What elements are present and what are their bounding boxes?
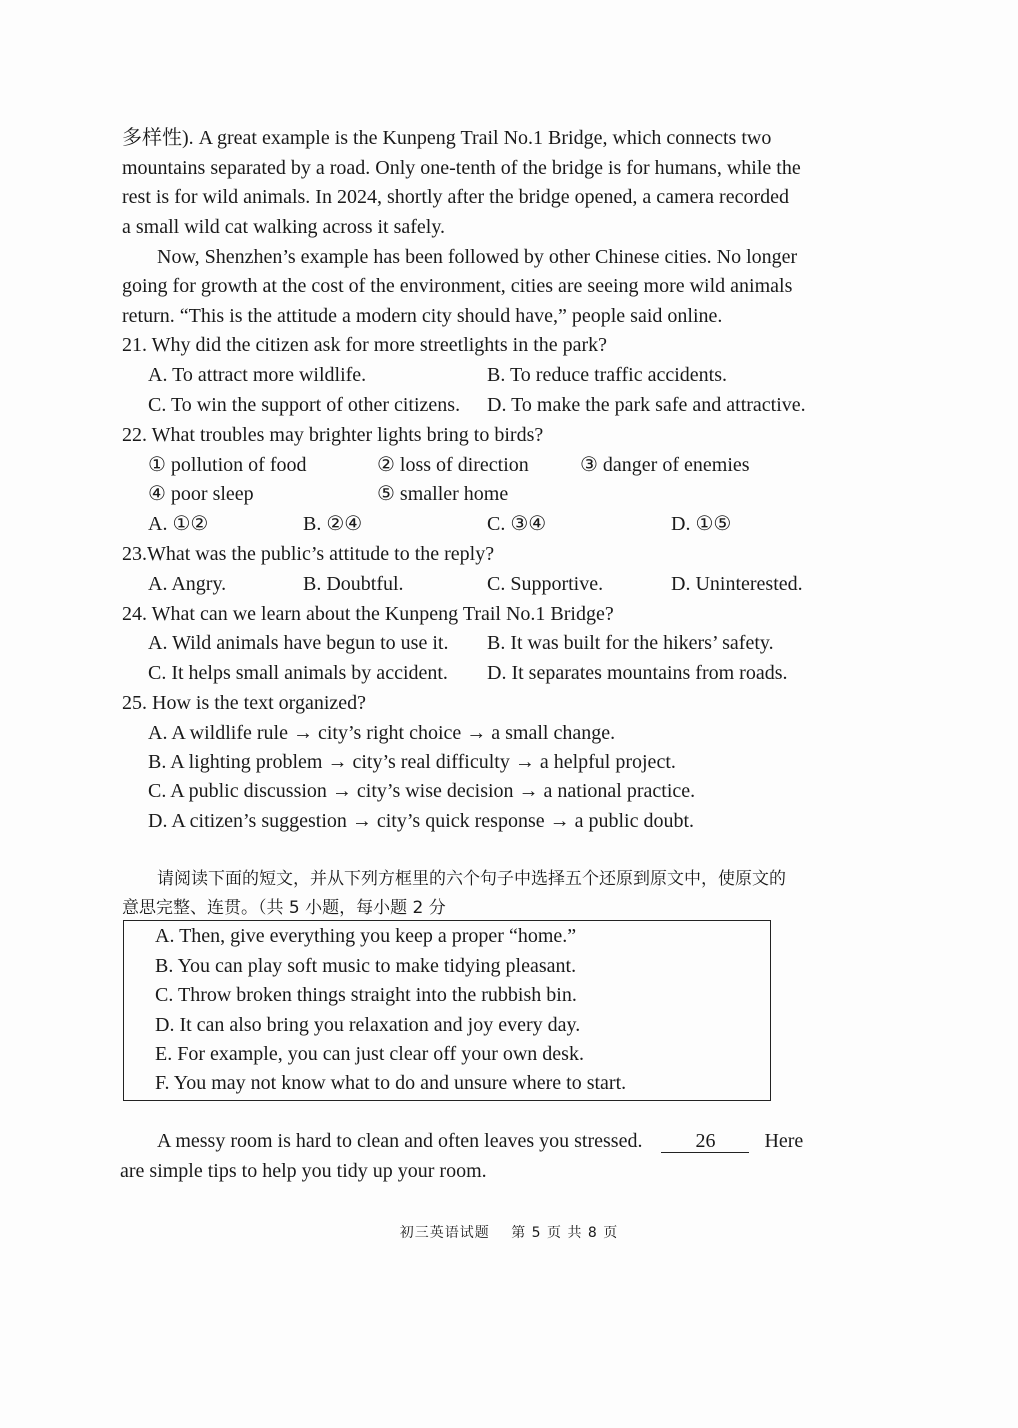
answer-option: B. A lighting problem → city’s real difficulty → a helpful project. [148,751,676,773]
answer-option: A. ①② [148,513,209,535]
passage-line: return. “This is the attitude a modern city should have,” people said online. [122,305,723,327]
passage-line: a small wild cat walking across it safely. [122,216,446,238]
passage-line: mountains separated by a road. Only one-tenth of the bridge is for humans, while the [122,157,801,179]
answer-option: A. Angry. [148,573,227,595]
answer-option: C. To win the support of other citizens. [148,394,461,416]
cloze-text: Here [764,1130,804,1152]
cloze-line [157,1127,803,1156]
answer-option: C. It helps small animals by accident. [148,662,448,684]
answer-blank-26[interactable]: 26 [661,1130,749,1153]
answer-option: B. Doubtful. [303,573,404,595]
numbered-item: ④ poor sleep [148,483,254,505]
answer-option: D. To make the park safe and attractive. [487,394,806,416]
box-option: D. It can also bring you relaxation and joy every day. [155,1014,581,1036]
section-instructions: 意思完整、连贯。（共 5 小题，每小题 2 分 [122,898,446,918]
passage-line: Now, Shenzhen’s example has been followed by other Chinese cities. No longer [157,246,798,268]
box-option: B. You can play soft music to make tidying pleasant. [155,955,577,977]
question-stem: 24. What can we learn about the Kunpeng Trail No.1 Bridge? [122,603,614,625]
question-stem: 21. Why did the citizen ask for more streetlights in the park? [122,334,608,356]
box-option: C. Throw broken things straight into the rubbish bin. [155,984,577,1006]
question-stem: 25. How is the text organized? [122,692,367,714]
numbered-item: ⑤ smaller home [377,483,509,505]
passage-line: going for growth at the cost of the environment, cities are seeing more wild animals [122,275,793,297]
numbered-item: ② loss of direction [377,454,529,476]
box-option: A. Then, give everything you keep a proper “home.” [155,925,577,947]
cloze-line: are simple tips to help you tidy up your room. [120,1160,487,1182]
section-instructions: 请阅读下面的短文，并从下列方框里的六个句子中选择五个还原到原文中，使原文的 [157,869,786,889]
footer-page-number: 第 5 页 共 8 页 [511,1225,619,1241]
page-footer [0,1222,1018,1242]
question-stem: 23.What was the public’s attitude to the reply? [122,543,495,565]
answer-option: D. It separates mountains from roads. [487,662,788,684]
answer-option: D. A citizen’s suggestion → city’s quick response → a public doubt. [148,810,695,832]
answer-option: D. Uninterested. [671,573,803,595]
answer-option: C. ③④ [487,513,547,535]
answer-option: C. A public discussion → city’s wise decision → a national practice. [148,780,696,802]
footer-subject: 初三英语试题 [399,1225,490,1241]
box-option: F. You may not know what to do and unsure where to start. [155,1072,627,1094]
question-stem: 22. What troubles may brighter lights bring to birds? [122,424,544,446]
answer-option: A. To attract more wildlife. [148,364,367,386]
numbered-item: ① pollution of food [148,454,307,476]
box-option: E. For example, you can just clear off your own desk. [155,1043,584,1065]
cloze-text: A messy room is hard to clean and often leaves you stressed. [157,1130,643,1152]
answer-option: A. A wildlife rule → city’s right choice → a small change. [148,722,616,744]
passage-line: rest is for wild animals. In 2024, shortly after the bridge opened, a camera recorded [122,186,789,208]
answer-option: A. Wild animals have begun to use it. [148,632,449,654]
answer-option: B. ②④ [303,513,363,535]
numbered-item: ③ danger of enemies [580,454,750,476]
answer-option: C. Supportive. [487,573,604,595]
passage-line: 多样性). A great example is the Kunpeng Trail No.1 Bridge, which connects two [122,127,772,149]
answer-option: B. It was built for the hikers’ safety. [487,632,774,654]
answer-option: D. ①⑤ [671,513,732,535]
answer-option: B. To reduce traffic accidents. [487,364,727,386]
